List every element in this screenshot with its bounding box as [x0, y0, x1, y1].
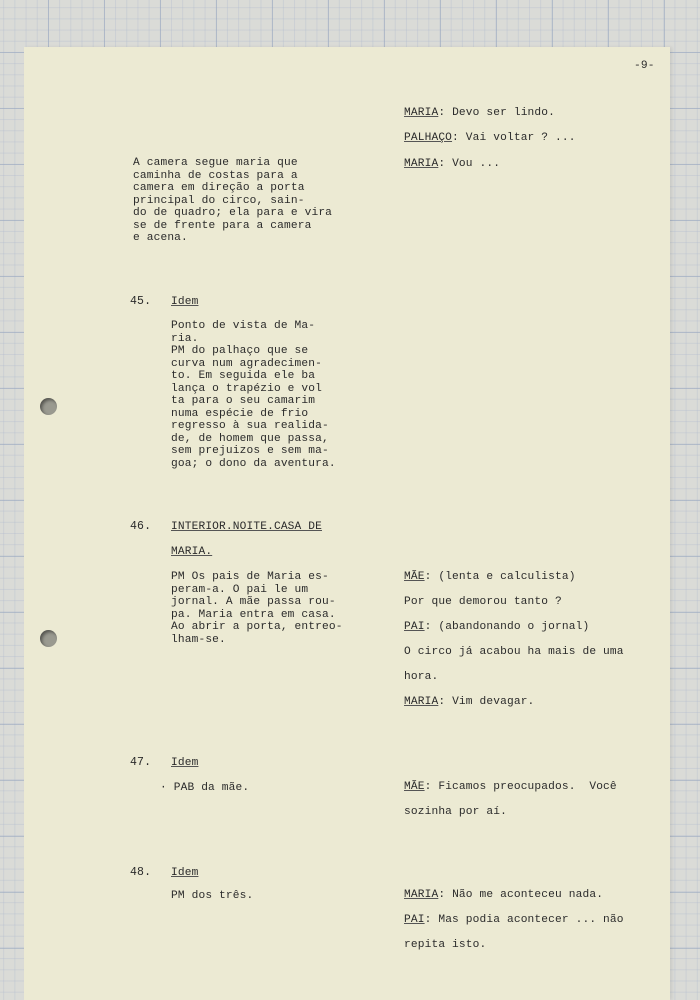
speaker-name: PAI [404, 621, 425, 633]
dialogue-text: Vim devagar. [452, 696, 535, 708]
dialogue-text: Devo ser lindo. [452, 107, 556, 119]
scene-heading: Idem [171, 296, 199, 308]
dialogue-line: MARIA: Vou ... [404, 158, 501, 170]
scene-heading: Idem [171, 757, 199, 769]
scene-direction: Ponto de vista de Ma- ria. PM do palhaço que se curva num agradecimen- to. Em seguida ele ba lança o trapézio e vol ta para o seu camarim numa espécie de frio regresso à sua realida- de, de homem que passa, sem prejuizos e sem ma- goa; o dono da aventura. [171, 320, 336, 470]
speaker-name: MARIA [404, 696, 439, 708]
scene-direction: A camera segue maria que caminha de costas para a camera em direção a porta principal do circo, sain- do de quadro; ela para e vira se de frente para a camera e acena. [133, 157, 333, 244]
speaker-name: MARIA [404, 158, 439, 170]
page-number: -9- [634, 60, 655, 72]
script-page [24, 47, 670, 1000]
dialogue-line: MARIA: Vim devagar. [404, 696, 535, 708]
scene-number: 48. [130, 866, 152, 879]
scene-number: 46. [130, 520, 152, 533]
dialogue-line: PAI: Mas podia acontecer ... não repita isto. [404, 914, 624, 951]
dialogue-line: PALHAÇO: Vai voltar ? ... [404, 132, 576, 144]
scene-direction: PM dos três. [171, 890, 254, 902]
speaker-name: PALHAÇO [404, 132, 453, 144]
speaker-name: PAI [404, 914, 425, 926]
dialogue-text: Não me aconteceu nada. [452, 889, 604, 901]
punch-hole-bottom [40, 630, 57, 647]
dialogue-text: (lenta e calculista) Por que demorou tanto ? [404, 571, 576, 608]
scene-number: 47. [130, 756, 152, 769]
scene-direction: · PAB da mãe. [160, 782, 250, 794]
scene-heading: INTERIOR.NOITE.CASA DE MARIA. [171, 521, 322, 558]
dialogue-line: MARIA: Devo ser lindo. [404, 107, 556, 119]
speaker-name: MÃE [404, 571, 425, 583]
dialogue-line: PAI: (abandonando o jornal) O circo já acabou ha mais de uma hora. [404, 621, 624, 683]
scene-number: 45. [130, 295, 152, 308]
punch-hole-top [40, 398, 57, 415]
dialogue-line: MÃE: (lenta e calculista) Por que demorou tanto ? [404, 571, 576, 608]
speaker-name: MÃE [404, 781, 425, 793]
speaker-name: MARIA [404, 107, 439, 119]
dialogue-text: Ficamos preocupados. Você sozinha por aí. [404, 781, 617, 818]
scene-direction: PM Os pais de Maria es- peram-a. O pai le um jornal. A mãe passa rou- pa. Maria entra em casa. Ao abrir a porta, entreo- lham-se. [171, 571, 343, 646]
scene-heading: Idem [171, 867, 199, 879]
dialogue-line: MARIA: Não me aconteceu nada. [404, 889, 604, 901]
scene-direction-text: PAB da mãe. [173, 782, 250, 794]
dialogue-text: (abandonando o jornal) O circo já acabou ha mais de uma hora. [404, 621, 624, 683]
speaker-name: MARIA [404, 889, 439, 901]
dialogue-text: Vai voltar ? ... [465, 132, 576, 144]
dialogue-text: Vou ... [452, 158, 501, 170]
dialogue-text: Mas podia acontecer ... não repita isto. [404, 914, 624, 951]
dialogue-line: MÃE: Ficamos preocupados. Você sozinha por aí. [404, 781, 617, 818]
